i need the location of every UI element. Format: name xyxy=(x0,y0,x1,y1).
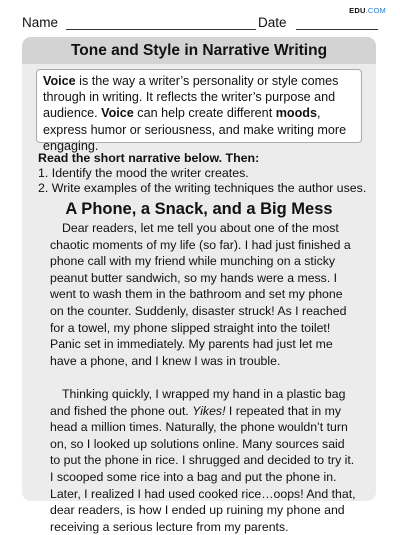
instruction-item: 1. Identify the mood the writer creates. xyxy=(38,166,249,180)
story-p2-exclamation: Yikes! xyxy=(192,403,226,418)
story-paragraph-2 xyxy=(50,386,358,535)
definition-text-3: , express humor or seriousness, and make writing more engaging. xyxy=(43,106,347,153)
story-p2-text-a: Thinking quickly, I wrapped my hand in a plastic bag and fished the phone out. xyxy=(50,386,346,418)
term-voice: Voice xyxy=(43,74,76,88)
story-title: A Phone, a Snack, and a Big Mess xyxy=(65,200,333,218)
definition-text-1: is the way a writer’s personality or style comes through in writing. It reflects the writer’s purpose and audience. xyxy=(43,74,339,121)
term-voice-2: Voice xyxy=(101,106,134,121)
logo-brand: EDU xyxy=(349,6,366,15)
name-label: Name xyxy=(22,15,59,30)
worksheet xyxy=(22,37,376,534)
worksheet-title: Tone and Style in Narrative Writing xyxy=(22,37,376,64)
name-date-row xyxy=(22,14,378,34)
name-line xyxy=(66,29,256,30)
instructions xyxy=(38,151,368,196)
date-label: Date xyxy=(258,15,287,30)
story-p2-text-c: I repeated that in my head a million times. Naturally, the phone wouldn’t turn on, so I looked up solutions online. Many sources said to put the phone in rice. I shrugged and decided to try it. I scooped some rice into a bag and put the phone in. Later, I realized I had used cooked rice…oops! And that, dear readers, is how I ended up ruining my phone and receiving a serious lecture from my parents. xyxy=(50,403,356,534)
instruction-item: 2. Write examples of the writing techniques the author uses. xyxy=(38,181,367,195)
instructions-heading: Read the short narrative below. Then: xyxy=(38,151,260,165)
logo-domain: .COM xyxy=(365,6,386,15)
story-paragraph-1: Dear readers, let me tell you about one of the most chaotic moments of my life (so far). I had just finished a phone call with my friend while munching on a sticky peanut butter sandwich, so my hands were a mess. I went to wash them in the bathroom and set my phone on the counter. Suddenly, disaster struck! As I reached for a towel, my phone slipped straight into the toilet! Panic set in immediately. My parents had just let me have a phone, and I knew I was in trouble. xyxy=(50,221,351,368)
date-line xyxy=(296,29,378,30)
voice-definition-box xyxy=(36,69,362,153)
story-body xyxy=(50,220,358,535)
term-moods: moods xyxy=(275,106,317,121)
definition-text-2: can help create different xyxy=(133,106,276,121)
